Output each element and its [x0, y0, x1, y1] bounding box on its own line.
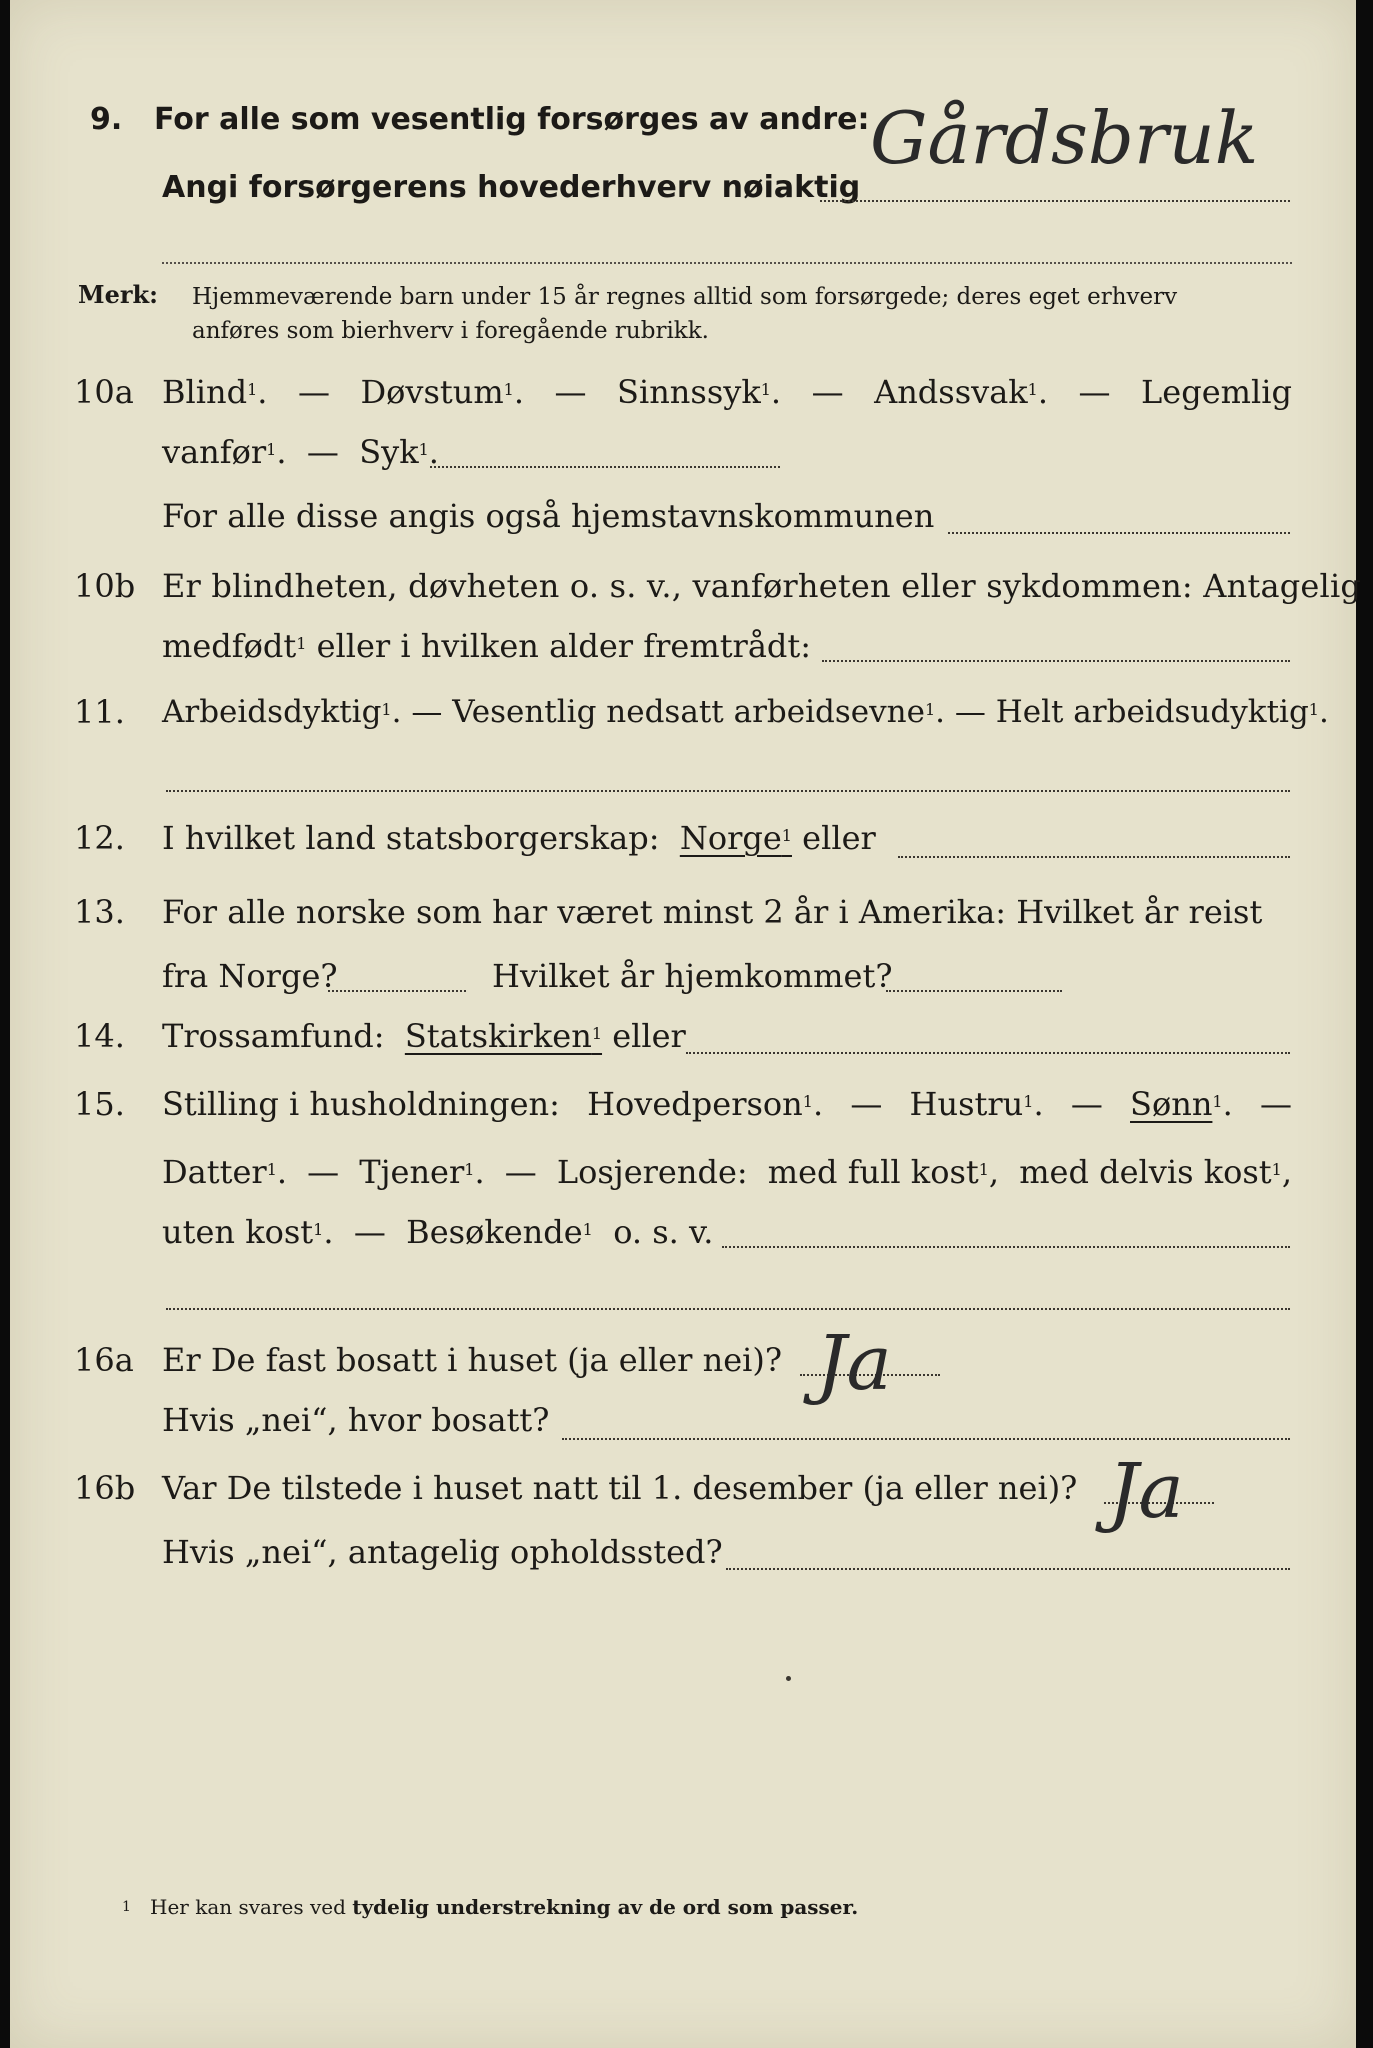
ink-speck [786, 1676, 791, 1681]
q9-line2: Angi forsørgerens hovederhverv nøiaktig [162, 170, 861, 205]
q13-line2a: fra Norge? [162, 957, 338, 995]
q9-handwritten-answer: Gårdsbruk [870, 96, 1259, 180]
q10a-line2: vanfør$^1$. — Syk$^1$. [162, 433, 439, 471]
q11-line: Arbeidsdyktig$^1$. — Vesentlig nedsatt arbeidsevne$^1$. — Helt arbeidsudyktig$^1$. [162, 694, 1329, 730]
q10a-number: 10a [74, 373, 134, 411]
q10a-line1: Blind$^1$. — Døvstum$^1$. — Sinnssyk$^1$. — Andssvak$^1$. — Legemlig [162, 373, 1292, 411]
q15-answer-line [722, 1246, 1290, 1248]
q15-line2: Datter$^1$. — Tjener$^1$. — Losjerende: med full kost$^1$, med delvis kost$^1$, [162, 1153, 1292, 1191]
q16a-bosatt-line [562, 1438, 1290, 1440]
q10b-number: 10b [74, 567, 136, 605]
q16b-handwritten-answer: Ja [1108, 1446, 1184, 1535]
q16b-line2: Hvis „nei“, antagelig opholdssted? [162, 1533, 723, 1571]
q10a-sinnssyk: Sinnssyk [617, 373, 761, 411]
separator-rule [162, 262, 1292, 264]
q16a-line2: Hvis „nei“, hvor bosatt? [162, 1401, 550, 1439]
q14-answer-line [686, 1052, 1290, 1054]
q13-hjemkommet-line [886, 990, 1062, 992]
q10a-blind: Blind [162, 373, 248, 411]
q12-answer-line [898, 856, 1290, 858]
q10b-line2: medfødt$^1$ eller i hvilken alder fremtrådt: [162, 627, 812, 665]
q13-line1: For alle norske som har været minst 2 år i Amerika: Hvilket år reist [162, 893, 1263, 931]
q12-norge-underlined: Norge [679, 819, 782, 857]
q16a-line1: Er De fast bosatt i huset (ja eller nei)? [162, 1341, 783, 1379]
q16a-handwritten-answer: Ja [816, 1318, 892, 1407]
q14-statskirken-underlined: Statskirken [404, 1017, 592, 1055]
q11-number: 11. [74, 693, 125, 731]
q12-line: I hvilket land statsborgerskap: Norge$^1$ eller [162, 819, 876, 857]
q9-line1: For alle som vesentlig forsørges av andre: [154, 102, 870, 137]
q16b-opholdssted-line [726, 1568, 1290, 1570]
q10a-andssvak: Andssvak [874, 373, 1028, 411]
merk-line1: Hjemmeværende barn under 15 år regnes alltid som forsørgede; deres eget erhverv [192, 284, 1178, 310]
q10a-hjemstavn-line [948, 532, 1290, 534]
q15-line3: uten kost$^1$. — Besøkende$^1$ o. s. v. [162, 1213, 714, 1251]
q15-number: 15. [74, 1085, 125, 1123]
q10b-line1: Er blindheten, døvheten o. s. v., vanførheten eller sykdommen: Antagelig [162, 567, 1362, 605]
q13-line2b: Hvilket år hjemkommet? [492, 957, 893, 995]
q14-number: 14. [74, 1017, 125, 1055]
q10b-answer-line [822, 660, 1290, 662]
merk-label: Merk: [78, 280, 158, 309]
q13-reist-line [328, 990, 466, 992]
q10a-dovstum: Døvstum [360, 373, 504, 411]
q15-extra-line [166, 1308, 1290, 1310]
q9-number: 9. [90, 102, 123, 137]
q13-number: 13. [74, 893, 125, 931]
q12-number: 12. [74, 819, 125, 857]
q16b-line1: Var De tilstede i huset natt til 1. desember (ja eller nei)? [162, 1469, 1078, 1507]
q14-line: Trossamfund: Statskirken$^1$ eller [162, 1017, 686, 1055]
merk-line2: anføres som bierhverv i foregående rubrikk. [192, 318, 709, 344]
q11-answer-line [166, 790, 1290, 792]
census-form-page [10, 0, 1362, 2048]
q9-answer-line [820, 200, 1290, 202]
q15-sonn-underlined: Sønn [1130, 1085, 1213, 1123]
q10a-line3: For alle disse angis også hjemstavnskommunen [162, 497, 935, 535]
footnote: $^1$ Her kan svares ved tydelig understrekning av de ord som passer. [122, 1895, 859, 1919]
q16b-number: 16b [74, 1469, 136, 1507]
q16a-number: 16a [74, 1341, 134, 1379]
q10a-legemlig: Legemlig [1141, 373, 1292, 411]
q15-line1: Stilling i husholdningen: Hovedperson$^1$. — Hustru$^1$. — Sønn$^1$. — [162, 1085, 1292, 1123]
q10a-syk-line [430, 466, 780, 468]
